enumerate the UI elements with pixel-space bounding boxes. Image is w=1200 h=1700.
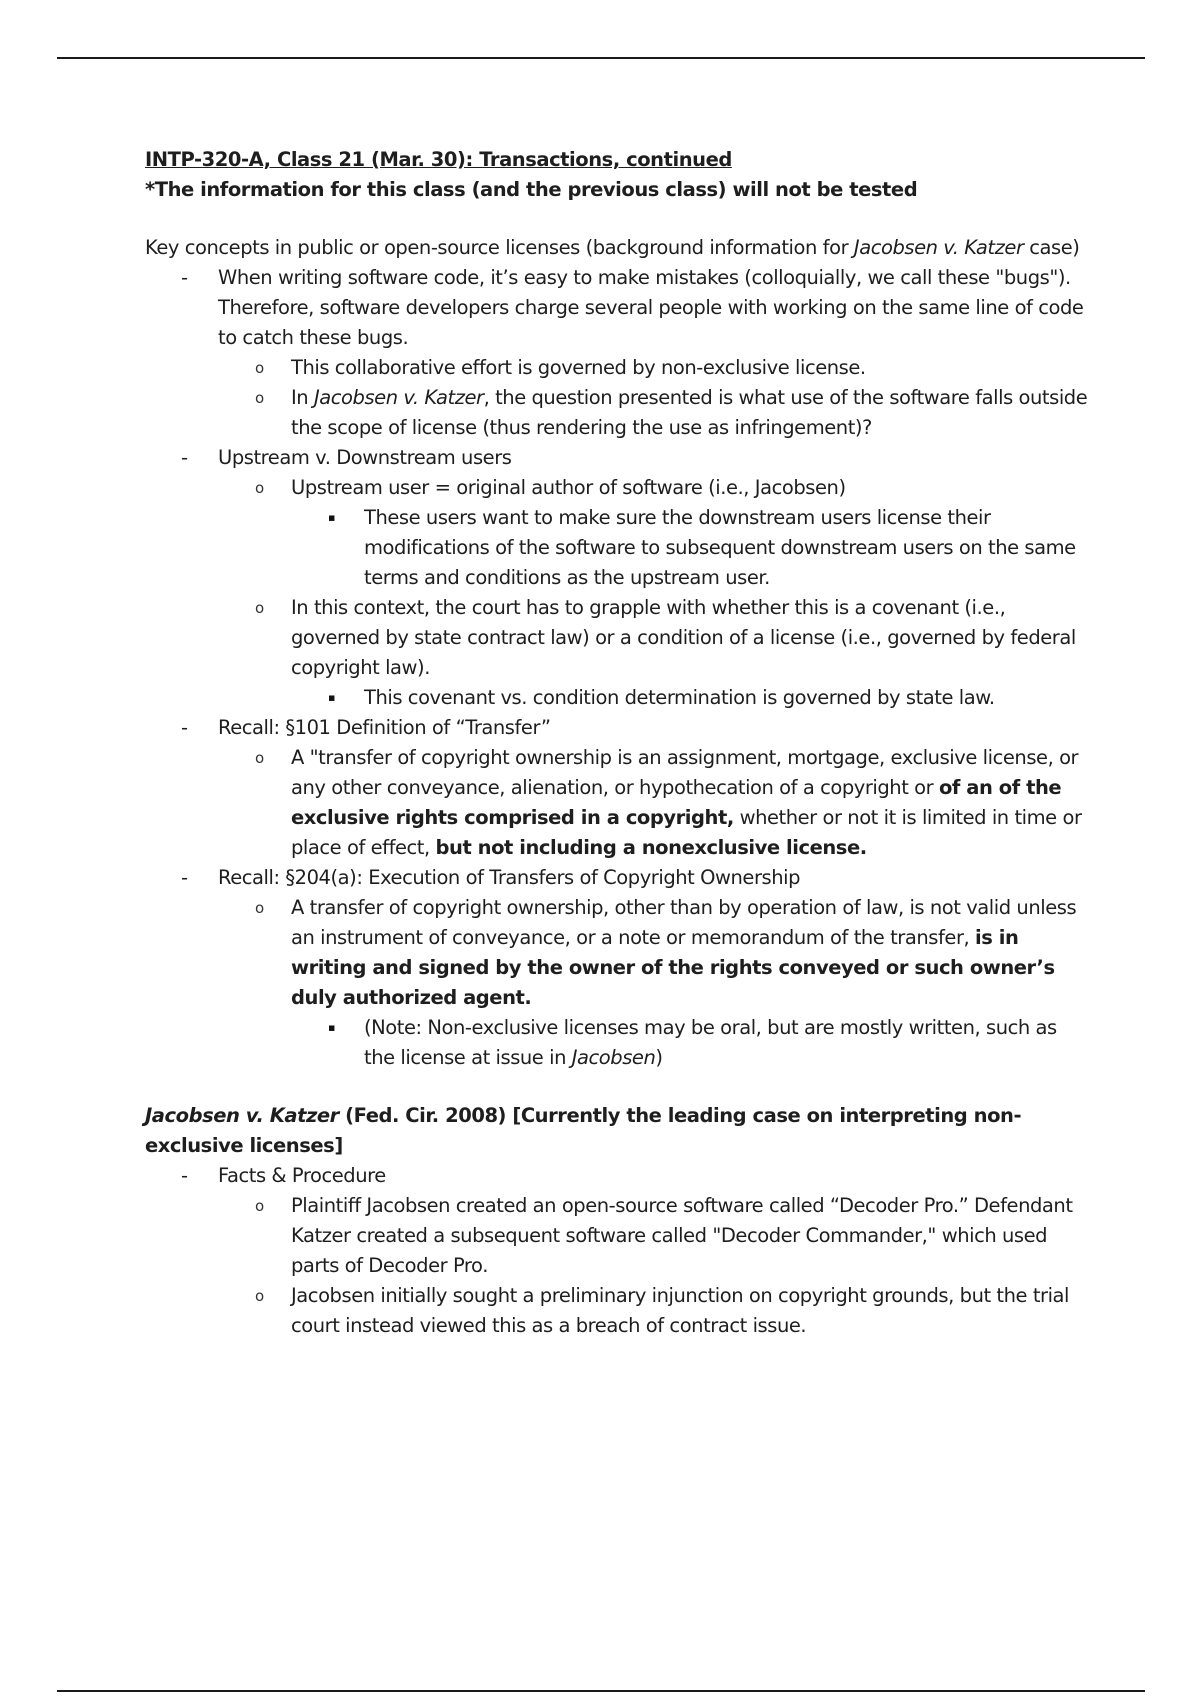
list-item-text: Upstream user = original author of software (i.e., Jacobsen) — [291, 476, 846, 499]
list-item-text: , the question presented is what use of the software falls outside the scope of license (thus rendering the use as infringement)? — [291, 386, 1088, 439]
list-item-text: In this context, the court has to grapple with whether this is a covenant (i.e., governed by state contract law) or a condition of a license (i.e., governed by federal copyright law). — [291, 596, 1076, 679]
list-item — [145, 443, 1090, 473]
list-item-text: Facts & Procedure — [218, 1164, 386, 1187]
circle-bullet: o — [255, 389, 264, 407]
emphasis-text: is in writing and signed by the owner of the rights conveyed or such owner’s duly authorized agent. — [291, 926, 1055, 1009]
list-item-text: Plaintiff Jacobsen created an open-source software called “Decoder Pro.” Defendant Katzer created a subsequent software called "Decoder Commander," which used parts of Decoder Pro. — [291, 1194, 1073, 1277]
header-rule — [57, 57, 1145, 59]
circle-bullet: o — [255, 749, 264, 767]
list-item-text: This covenant vs. condition determination is governed by state law. — [364, 686, 995, 709]
list-item-text: This collaborative effort is governed by non-exclusive license. — [291, 356, 866, 379]
case-name: Jacobsen — [571, 1046, 656, 1069]
spacer — [145, 1073, 1090, 1101]
dash-bullet: - — [181, 1164, 188, 1187]
circle-bullet: o — [255, 479, 264, 497]
section1-intro — [145, 233, 1090, 263]
document-body — [145, 145, 1090, 1341]
list-item-text: When writing software code, it’s easy to make mistakes (colloquially, we call these "bugs"). Therefore, software developers charge several people with working on the same line of code to catch these bugs. — [218, 266, 1084, 349]
list-item-text: A transfer of copyright ownership, other than by operation of law, is not valid unless an instrument of conveyance, or a note or memorandum of the transfer, — [291, 896, 1077, 949]
list-item-text: (Note: Non-exclusive licenses may be oral, but are mostly written, such as the license at issue in — [364, 1016, 1057, 1069]
emphasis-text: but not including a nonexclusive license. — [435, 836, 867, 859]
heading-text: (Fed. Cir. 2008) [Currently the leading case on interpreting non-exclusive licenses] — [145, 1104, 1022, 1157]
spacer — [145, 205, 1090, 233]
document-subtitle: *The information for this class (and the previous class) will not be tested — [145, 178, 918, 201]
list-item-text: A "transfer of copyright ownership is an assignment, mortgage, exclusive license, or any other conveyance, alienation, or hypothecation of a copyright or — [291, 746, 1079, 799]
list-item — [145, 263, 1090, 353]
list-item-text: Recall: §101 Definition of “Transfer” — [218, 716, 551, 739]
list-item — [145, 1281, 1090, 1341]
list-item — [145, 1013, 1090, 1073]
list-item — [145, 1161, 1090, 1191]
circle-bullet: o — [255, 359, 264, 377]
circle-bullet: o — [255, 599, 264, 617]
footer-rule — [57, 1690, 1145, 1692]
circle-bullet: o — [255, 1197, 264, 1215]
square-bullet: ▪ — [328, 691, 336, 704]
list-item — [145, 683, 1090, 713]
list-item — [145, 593, 1090, 683]
list-item — [145, 473, 1090, 503]
intro-text: case) — [1023, 236, 1080, 259]
case-name: Jacobsen v. Katzer — [145, 1104, 339, 1127]
circle-bullet: o — [255, 899, 264, 917]
list-item — [145, 863, 1090, 893]
dash-bullet: - — [181, 446, 188, 469]
circle-bullet: o — [255, 1287, 264, 1305]
list-item — [145, 743, 1090, 863]
case-name: Jacobsen v. Katzer — [313, 386, 484, 409]
list-item-text: In — [291, 386, 314, 409]
list-item — [145, 1191, 1090, 1281]
list-item — [145, 383, 1090, 443]
list-item — [145, 893, 1090, 1013]
section2-heading — [145, 1101, 1090, 1161]
dash-bullet: - — [181, 716, 188, 739]
case-name: Jacobsen v. Katzer — [853, 236, 1024, 259]
intro-text: Key concepts in public or open-source licenses (background information for — [145, 236, 854, 259]
list-item-text: ) — [655, 1046, 663, 1069]
document-title: INTP-320-A, Class 21 (Mar. 30): Transactions, continued — [145, 148, 732, 171]
square-bullet: ▪ — [328, 1021, 336, 1034]
dash-bullet: - — [181, 866, 188, 889]
list-item-text: Recall: §204(a): Execution of Transfers of Copyright Ownership — [218, 866, 801, 889]
square-bullet: ▪ — [328, 511, 336, 524]
list-item — [145, 503, 1090, 593]
list-item — [145, 713, 1090, 743]
list-item — [145, 353, 1090, 383]
list-item-text: These users want to make sure the downstream users license their modifications of the software to subsequent downstream users on the same terms and conditions as the upstream user. — [364, 506, 1076, 589]
dash-bullet: - — [181, 266, 188, 289]
list-item-text: whether or not it is limited in time or place of effect, — [291, 806, 1082, 859]
emphasis-text: of an of the exclusive rights comprised in a copyright, — [291, 776, 1062, 829]
list-item-text: Upstream v. Downstream users — [218, 446, 512, 469]
list-item-text: Jacobsen initially sought a preliminary injunction on copyright grounds, but the trial court instead viewed this as a breach of contract issue. — [291, 1284, 1070, 1337]
